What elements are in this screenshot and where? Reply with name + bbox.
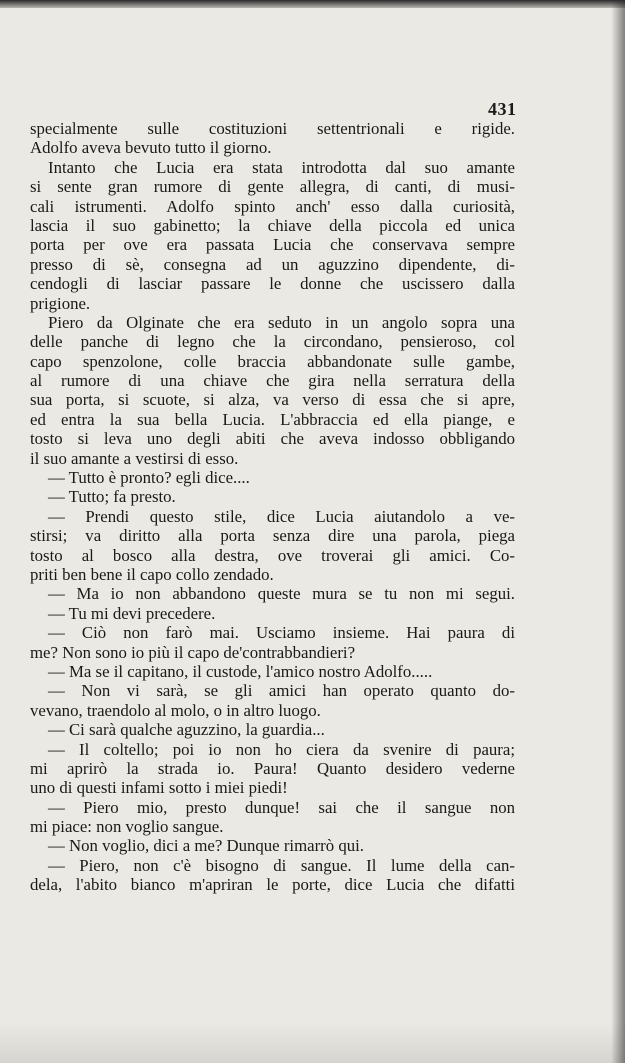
text-line: — Tutto è pronto? egli dice.... bbox=[48, 468, 250, 488]
text-line: mi aprirò la strada io. Paura! Quanto desidero vederne bbox=[30, 758, 515, 778]
text-line: — Ciò non farò mai. Usciamo insieme. Hai paura di bbox=[48, 623, 515, 643]
text-line: — Il coltello; poi io non ho ciera da svenire di paura; bbox=[48, 739, 515, 759]
text-line: tosto al bosco alla destra, ove troverai gli amici. Co- bbox=[30, 545, 515, 565]
text-line: — Non voglio, dici a me? Dunque rimarrò qui. bbox=[48, 836, 364, 856]
text-line: capo spenzolone, colle braccia abbandonate sulle gambe, bbox=[30, 351, 515, 371]
text-line: me? Non sono io più il capo de'contrabbandieri? bbox=[30, 642, 356, 662]
text-line: delle panche di legno che la circondano, pensieroso, col bbox=[30, 332, 515, 352]
text-line: stirsi; va diritto alla porta senza dire una parola, piega bbox=[30, 526, 515, 546]
text-line: — Tutto; fa presto. bbox=[48, 487, 176, 507]
text-line: — Ma se il capitano, il custode, l'amico nostro Adolfo..... bbox=[48, 661, 433, 681]
text-line: cendogli di lasciar passare le donne che uscissero dalla bbox=[30, 274, 515, 294]
text-line: tosto si leva uno degli abiti che aveva indosso obbligando bbox=[30, 429, 515, 449]
page-right-edge bbox=[611, 0, 625, 1063]
text-line: il suo amante a vestirsi di esso. bbox=[30, 448, 239, 468]
text-line: Intanto che Lucia era stata introdotta dal suo amante bbox=[48, 157, 515, 177]
text-line: — Piero mio, presto dunque! sai che il sangue non bbox=[48, 797, 515, 817]
text-line: uno di questi infami sotto i miei piedi! bbox=[30, 778, 288, 798]
text-line: presso di sè, consegna ad un aguzzino dipendente, di- bbox=[30, 254, 515, 274]
text-line: — Ma io non abbandono queste mura se tu non mi segui. bbox=[48, 584, 515, 604]
text-line: dela, l'abito bianco m'apriran le porte, dice Lucia che difatti bbox=[30, 875, 515, 895]
text-line: — Ci sarà qualche aguzzino, la guardia... bbox=[48, 720, 325, 740]
page-bottom-shade bbox=[0, 1023, 625, 1063]
text-line: vevano, traendolo al molo, o in altro luogo. bbox=[30, 700, 321, 720]
page-number: 431 bbox=[488, 99, 517, 119]
text-line: Adolfo aveva bevuto tutto il giorno. bbox=[30, 138, 272, 158]
text-line: — Prendi questo stile, dice Lucia aiutandolo a ve- bbox=[48, 506, 515, 526]
text-line: al rumore di una chiave che gira nella serratura della bbox=[30, 371, 515, 391]
text-line: Piero da Olginate che era seduto in un angolo sopra una bbox=[48, 312, 515, 332]
text-line: ed entra la sua bella Lucia. L'abbraccia ed ella piange, e bbox=[30, 409, 515, 429]
text-line: priti ben bene il capo collo zendado. bbox=[30, 564, 274, 584]
text-line: si sente gran rumore di gente allegra, di canti, di musi- bbox=[30, 177, 515, 197]
text-line: — Non vi sarà, se gli amici han operato quanto do- bbox=[48, 681, 515, 701]
page-top-edge bbox=[0, 0, 625, 8]
text-line: sua porta, si scuote, si alza, va verso di essa che si apre, bbox=[30, 390, 515, 410]
text-line: specialmente sulle costituzioni settentrionali e rigide. bbox=[30, 119, 515, 138]
text-line: lascia il suo gabinetto; la chiave della piccola ed unica bbox=[30, 215, 515, 235]
text-line: mi piace: non voglio sangue. bbox=[30, 817, 224, 837]
text-line: cali istrumenti. Adolfo spinto anch' esso dalla curiosità, bbox=[30, 196, 515, 216]
text-line: — Piero, non c'è bisogno di sangue. Il lume della can- bbox=[48, 855, 515, 875]
text-line: prigione. bbox=[30, 293, 91, 313]
text-line: — Tu mi devi precedere. bbox=[48, 603, 216, 623]
body-text bbox=[30, 119, 515, 895]
text-line: porta per ove era passata Lucia che conservava sempre bbox=[30, 235, 515, 255]
